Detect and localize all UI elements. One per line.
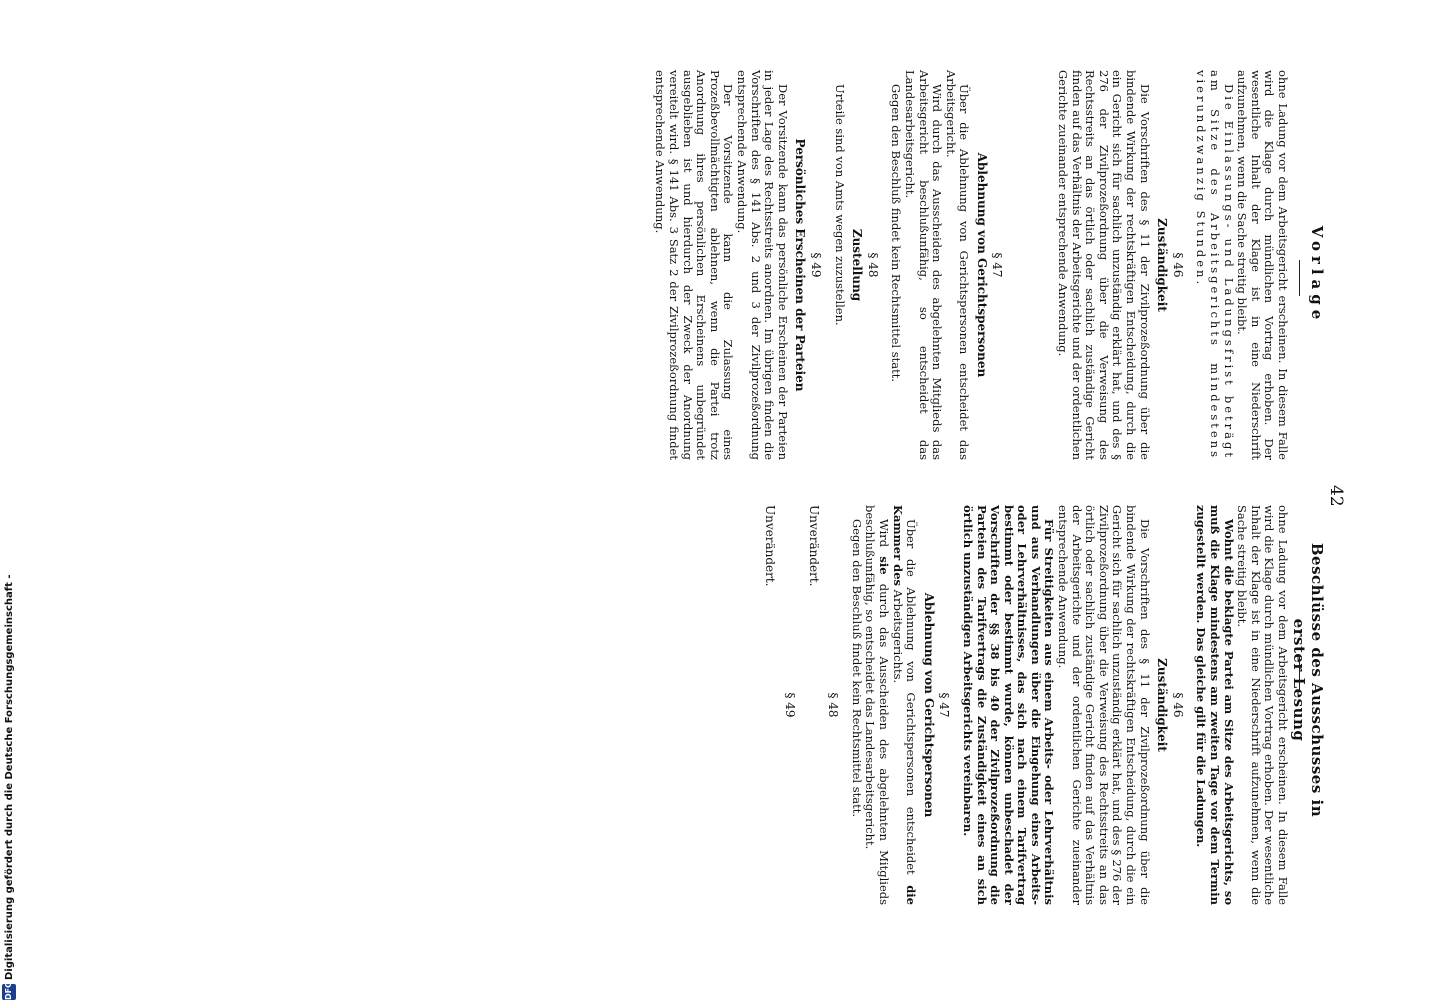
left-section-49-text-2: Der Vorsitzende kann die Zulassung eines Prozeßbevollmächtigten ablehnen, wenn die Partei trotz Anordnung ihres persönlichen Erscheinens unbegründet ausgeblieben ist und hierdurch der Zweck der Anordnung vereitelt wird. § 141 Abs. 3 Satz 2 der Zivilprozeßordnung findet entsprechende Anwendung. bbox=[653, 70, 736, 460]
right-47-1b: die Kammer des bbox=[890, 505, 919, 905]
right-section-47-text-1 bbox=[890, 505, 917, 905]
right-intro-paragraph: ohne Ladung vor dem Arbeitsgericht erscheinen. In diesem Falle wird die Klage durch mündlichen Vortrag erhoben. Der wesentliche Inhalt der Klage ist in eine Niederschrift aufzunehmen, wenn die Sache streitig bleibt. bbox=[1235, 505, 1290, 905]
left-einlassungsfrist-paragraph: Die Einlassungs- und Ladungsfrist beträgt am Sitze des Arbeitsgerichts mindestens vierundzwanzig Stunden. bbox=[1194, 70, 1236, 460]
left-section-47-text-1: Über die Ablehnung von Gerichtspersonen entscheidet das Arbeitsgericht. bbox=[943, 70, 972, 460]
footer-strip bbox=[0, 574, 18, 1000]
left-intro-paragraph: ohne Ladung vor dem Arbeitsgericht erscheinen. In diesem Falle wird die Klage durch mündlichen Vortrag erhoben. Der wesentliche Inhalt der Klage ist in eine Niederschrift aufzunehmen, wenn die Sache streitig bleibt. bbox=[1235, 70, 1290, 460]
right-47-1c: Arbeitsgerichts. bbox=[890, 586, 905, 684]
right-wohnt-paragraph: Wohnt die beklagte Partei am Sitze des Arbeitsgerichts, so muß die Klage mindestens am zweiten Tage vor dem Termin zugestellt werden. Das gleiche gilt für die Ladungen. bbox=[1194, 505, 1236, 905]
right-section-46-text: Die Vorschriften des § 11 der Zivilprozeßordnung über die bindende Wirkung der rechtskräftigen Entscheidung, durch die ein Gericht sich für sachlich unzuständig erklärt hat, und des § 276 der Zivilprozeßordnung über die Verweisung des Rechtsstreits an das örtlich oder sachlich zuständige Gericht finden auf das Verhältnis der Arbeitsgerichte und der ordentlichen Gerichte zueinander entsprechende Anwendung. bbox=[1056, 505, 1152, 905]
right-section-46-heading: Zuständigkeit bbox=[1155, 658, 1170, 752]
left-section-46-heading: Zuständigkeit bbox=[1155, 218, 1170, 312]
left-section-46-number: § 46 bbox=[1170, 252, 1185, 278]
right-section-49-number: § 49 bbox=[783, 692, 797, 718]
left-section-48-heading: Zustellung bbox=[850, 228, 865, 302]
right-title-rule bbox=[1299, 655, 1300, 691]
footer-text: Digitalisierung gefördert durch die Deutsche Forschungsgemeinschaft - bbox=[3, 574, 15, 980]
right-47-1a: Über die Ablehnung von Gerichtspersonen entscheidet bbox=[904, 519, 919, 886]
left-column-title: Vorlage bbox=[1308, 225, 1326, 325]
left-section-48-number: § 48 bbox=[865, 252, 880, 278]
right-section-46-number: § 46 bbox=[1170, 692, 1185, 718]
right-column-title: Beschlüsse des Ausschusses in erster Lesung bbox=[1290, 542, 1326, 818]
right-47-2a: Wird bbox=[876, 519, 891, 557]
right-section-47-text-2 bbox=[863, 505, 890, 905]
left-section-47-heading: Ablehnung von Gerichtspersonen bbox=[974, 152, 989, 378]
left-section-46-text: Die Vorschriften des § 11 der Zivilprozeßordnung über die bindende Wirkung der rechtskräftigen Entscheidung, durch die ein Gericht sich für sachlich unzuständig erklärt hat, und des § 276 der Zivilprozeßordnung über die Verweisung des Rechtsstreits an das örtlich oder sachlich zuständige Gericht finden auf das Verhältnis der Arbeitsgerichte und der ordentlichen Gerichte zueinander entsprechende Anwendung. bbox=[1056, 70, 1152, 460]
left-title-rule bbox=[1299, 260, 1300, 296]
left-section-49-heading: Persönliches Erscheinen der Parteien bbox=[793, 138, 808, 392]
right-section-47-number: § 47 bbox=[937, 692, 952, 718]
left-column bbox=[653, 70, 1289, 460]
left-section-47-number: § 47 bbox=[990, 252, 1005, 278]
left-section-49-text-1: Der Vorsitzende kann das persönliche Erscheinen der Parteien in jeder Lage des Rechtsstreits anordnen. Im übrigen finden die Vorschriften des § 141 Abs. 2 und 3 der Zivilprozeßordnung entsprechende Anwendung. bbox=[735, 70, 790, 460]
right-column bbox=[761, 505, 1289, 905]
dfg-logo-icon: DFG bbox=[2, 984, 16, 1000]
footer bbox=[0, 574, 18, 1000]
right-section-47-text-3: Gegen den Beschluß findet kein Rechtsmittel statt. bbox=[849, 519, 864, 817]
right-47-2c: durch das Ausscheiden des abgelehnten Mitglieds beschlußunfähig, so entscheidet das Landesarbeitsgericht. bbox=[863, 505, 891, 906]
right-section-49-unchanged: Unverändert. bbox=[763, 505, 778, 587]
left-section-49-number: § 49 bbox=[808, 252, 823, 278]
left-section-48-text: Urteile sind von Amts wegen zuzustellen. bbox=[832, 84, 847, 326]
left-section-47-text-3: Gegen den Beschluß findet kein Rechtsmittel statt. bbox=[889, 84, 904, 382]
right-47-2b: sie bbox=[876, 556, 891, 575]
right-section-48-unchanged: Unverändert. bbox=[806, 505, 821, 587]
right-section-47-heading: Ablehnung von Gerichtspersonen bbox=[921, 592, 936, 818]
right-section-46-added-text: Für Streitigkeiten aus einem Arbeits- oder Lehrverhältnis und aus Verhandlungen über die Eingehung eines Arbeits- oder Lehrverhältnisses, das sich nach einem Tarifvertrag bestimmt oder bestimmt wurde, können unbeschadet der Vorschriften der §§ 38 bis 40 der Zivilprozeßordnung die Parteien des Tarifvertrags die Zuständigkeit eines an sich örtlich unzuständigen Arbeitsgerichts vereinbaren. bbox=[960, 505, 1057, 905]
left-section-47-text-2: Wird durch das Ausscheiden des abgelehnten Mitglieds das Arbeitsgericht beschlußunfähig, so entscheidet das Landesarbeitsgericht. bbox=[902, 70, 945, 460]
page-number: 42 bbox=[1326, 485, 1346, 507]
right-section-48-number: § 48 bbox=[826, 692, 841, 718]
